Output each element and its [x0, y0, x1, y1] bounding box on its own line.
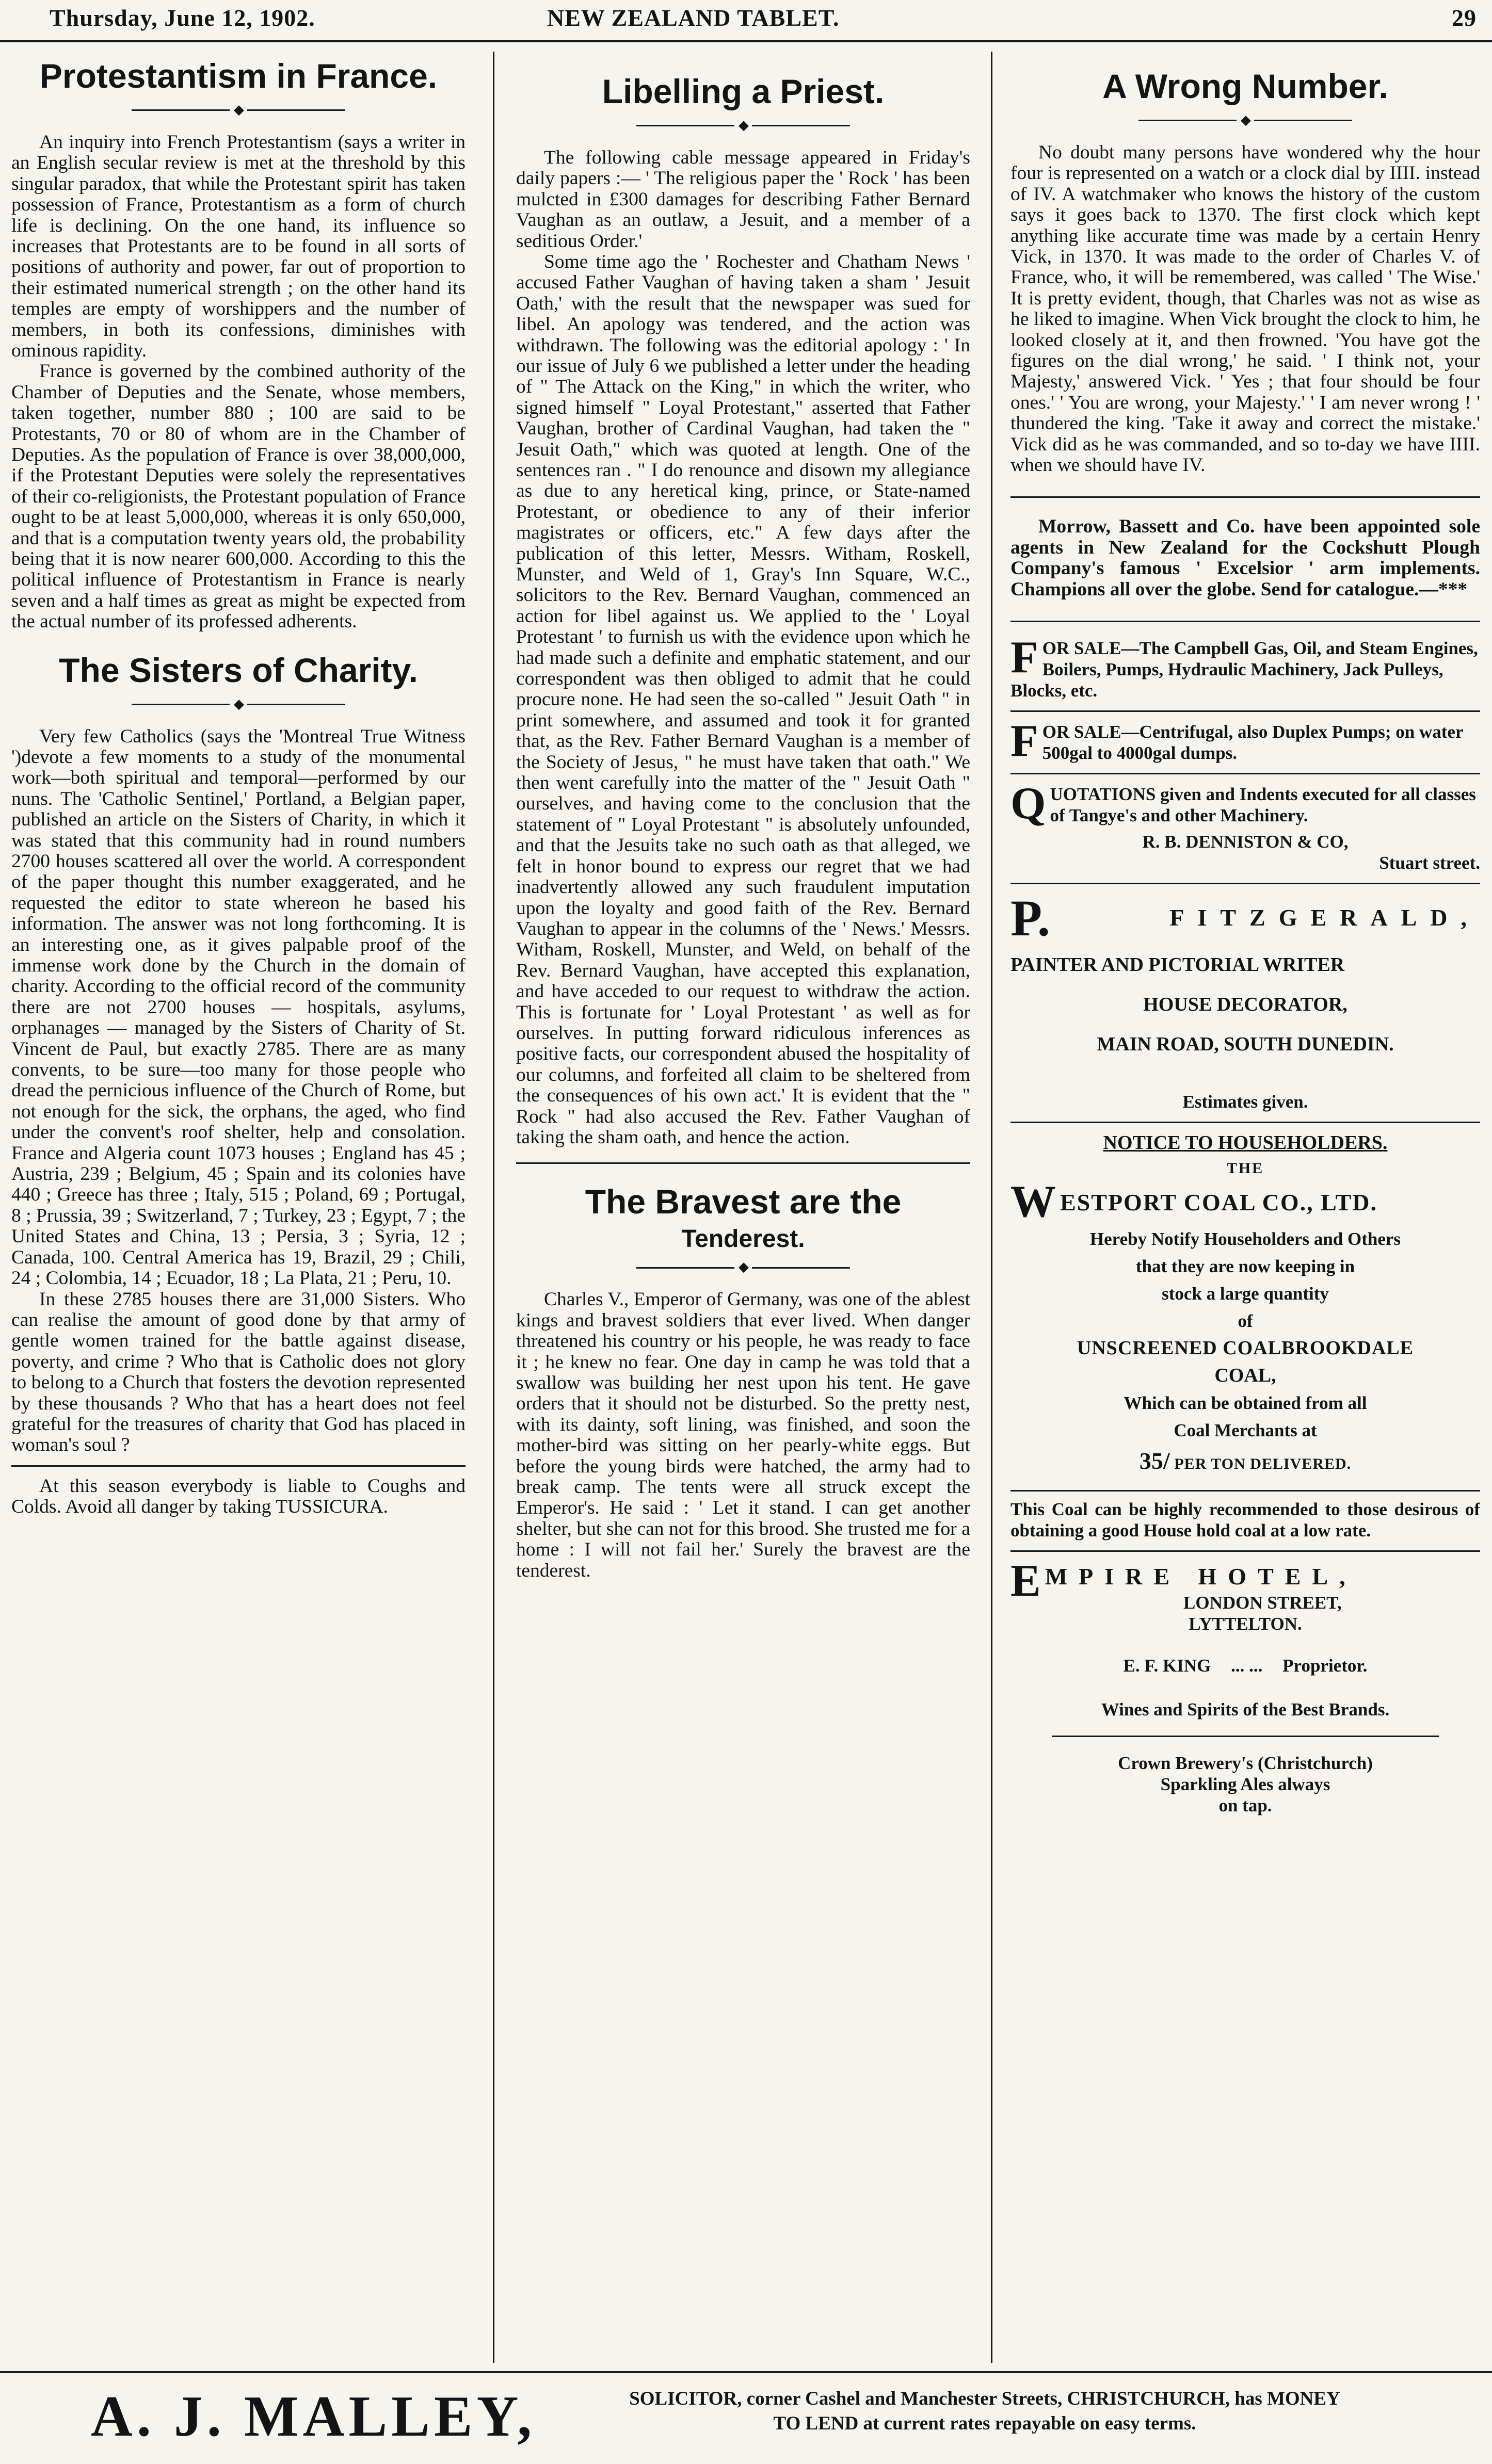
- running-head: [0, 0, 1492, 41]
- westport-line: stock a large quantity: [1162, 1284, 1329, 1304]
- drop-cap: F: [1010, 638, 1038, 683]
- ad-text: UOTATIONS given and Indents executed for all classes of Tangye's and other Machinery.: [1050, 784, 1476, 826]
- ad-address: Stuart street.: [1379, 853, 1480, 873]
- empire-wines: Wines and Spirits of the Best Brands.: [1101, 1699, 1390, 1720]
- ad-quotations: [1010, 784, 1480, 873]
- divider: [11, 1465, 466, 1467]
- ad-morrow-bassett: Morrow, Bassett and Co. have been appointed sole agents in New Zealand for the Cockshutt Plough Company's famous ' Excelsior ' arm implements. Champions all over the globe. Send for catalogue.—***: [1010, 516, 1480, 600]
- westport-line: UNSCREENED COALBROOKDALE: [1077, 1337, 1414, 1359]
- column-rule-1: [493, 52, 494, 2363]
- divider: [516, 1162, 970, 1164]
- empire-proprietor-dots: ... ...: [1231, 1656, 1263, 1676]
- malley-text: [520, 2387, 1449, 2436]
- paragraph: The following cable message appeared in Friday's daily papers :— ' The religious paper the ' Rock ' has been mulcted in £300 damages for describing Father Bernard Vaughan as an outlaw, a Jesuit, and a member of a seditious Order.': [516, 147, 970, 252]
- article-title: A Wrong Number.: [1102, 67, 1388, 105]
- drop-cap: Q: [1010, 784, 1046, 829]
- paragraph: An inquiry into French Protestantism (says a writer in an English secular review is met at the threshold by this singular paradox, that while the Protestant spirit has taken possession of France, Protestantism as a form of church life is declining. On the one hand, its influence so increases that Protestants are to be found in all sorts of positions of authority and power, far out of proportion to their estimated numerical strength ; on the other hand its temples are empty of worshippers and the number of members, in both its confessions, diminishes with ominous rapidity.: [11, 131, 466, 361]
- ad-text: OR SALE—Centrifugal, also Duplex Pumps; on water 500gal to 4000gal dumps.: [1042, 722, 1463, 764]
- divider: [1010, 883, 1480, 884]
- fitzgerald-estimates: Estimates given.: [1182, 1092, 1308, 1112]
- divider: [1010, 621, 1480, 622]
- divider: [1010, 773, 1480, 774]
- title-ornament: ◆: [11, 696, 466, 712]
- divider: [1010, 496, 1480, 498]
- malley-text-line-1: SOLICITOR, corner Cashel and Manchester Streets, CHRISTCHURCH, has MONEY: [629, 2388, 1340, 2409]
- paragraph: Very few Catholics (says the 'Montreal True Witness ')devote a few moments to a study of the monumental work—both spiritual and temporal—performed by our nuns. The 'Catholic Sentinel,' Portland, a Belgian paper, published an article on the Sisters of Charity, in which it was stated that this community had in round numbers 2700 houses scattered all over the world. A correspondent of the paper thought this number exaggerated, and he requested the editor to state whereon he based his information. The answer was not long forthcoming. It is an interesting one, as it gives palpable proof of the immense work done by the Church in the domain of charity. According to the official record of the community there are not 2700 houses — hospitals, asylums, orphanages — managed by the Sisters of Charity of St. Vincent de Paul, but exactly 2785. There are as many convents, to be sure—too many for those people who dread the pernicious influence of the Church of Rome, but not enough for the sick, the orphans, the aged, who find under the convent's roof shelter, help and consolation. France and Algeria count 1073 houses ; England has 45 ; Austria, 239 ; Belgium, 45 ; Spain and its colonies have 440 ; Greece has three ; Italy, 515 ; Poland, 69 ; Portugal, 8 ; Prussia, 39 ; Switzerland, 7 ; Turkey, 23 ; Egypt, 7 ; the United States and China, 13 ; Persia, 3 ; Syria, 12 ; Canada, 100. Central America has 19, Brazil, 29 ; Chili, 24 ; Colombia, 14 ; Ecuador, 18 ; La Plata, 21 ; Peru, 10.: [11, 725, 466, 1289]
- fitzgerald-name: FITZGERALD,: [1169, 904, 1480, 931]
- empire-ales: Sparkling Ales always: [1160, 1774, 1330, 1795]
- article-bravest-are-tenderest: [516, 1182, 970, 1581]
- paragraph: Some time ago the ' Rochester and Chatham News ' accused Father Vaughan of having taken a sham ' Jesuit Oath,' with the result that the newspaper was sued for libel. An apology was tendered, and the action was withdrawn. The following was the editorial apology : ' In our issue of July 6 we published a letter under the heading of " The Attack on the King," in which the writer, who signed himself " Loyal Protestant," asserted that Father Vaughan, brother of Cardinal Vaughan, had taken the " Jesuit Oath," which was quoted at length. One of the sentences ran . " I do renounce and disown my allegiance as due to any heretical king, prince, or State-named Protestant, or obedience to any of their inferior magistrates or officers, etc." A few days after the publication of this letter, Messrs. Witham, Roskell, Munster, and Weld of 1, Gray's Inn Square, W.C., solicitors to the Rev. Bernard Vaughan, commenced an action for libel against us. We applied to the ' Loyal Protestant ' to furnish us with the evidence upon which he had made such a definite and emphatic statement, and our correspondent was then obliged to admit that he could procure none. He had seen the so-called " Jesuit Oath " in print somewhere, and assumed and took it for granted that, as the Rev. Father Bernard Vaughan is a member of the Society of Jesus, " he must have taken that oath." We then went carefully into the matter of the " Jesuit Oath " ourselves, and having come to the conclusion that the statement of " Loyal Protestant " is absolutely unfounded, and that the Jesuits take no such oath as that alleged, we felt in honor bound to express our regret that we had inadvertently allowed any such fraudulent imputation upon the loyalty and good faith of the Rev. Bernard Vaughan to appear in the columns of the ' News.' Messrs. Witham, Roskell, Munster, and Weld, on behalf of the Rev. Bernard Vaughan, have accepted this explanation, and have acceded to our request to withdraw the action. This is fortunate for ' Loyal Protestant ' as well as for ourselves. In putting forward ridiculous inferences as positive facts, our correspondent abused the hospitality of our columns, and forfeited all claim to be sheltered from the consequences of his own act.' It is evident that the " Rock " had also accused the Rev. Father Vaughan of taking the sham oath, and hence the action.: [516, 251, 970, 1148]
- empire-proprietor-label: Proprietor.: [1282, 1656, 1368, 1676]
- fitzgerald-initial: P.: [1010, 894, 1050, 944]
- paragraph: No doubt many persons have wondered why the hour four is represented on a watch or a clock dial by IIII. instead of IV. A watchmaker who knows the history of the custom says it goes back to 1370. The first clock which kept anything like accurate time was made by a certain Henry Vick, in 1370. It was made to the order of Charles V. of France, who, it will be remembered, was called ' The Wise.' It is pretty evident, though, that Charles was not as wise as he liked to imagine. When Vick brought the clock to him, he looked closely at it, and then frowned. 'You have got the figures on the dial wrong,' he said. ' I think not, your Majesty,' answered Vick. ' Yes ; that four should be four ones.' ' You are wrong, your Majesty.' ' I am never wrong ! ' thundered the king. 'Take it away and correct the mistake.' Vick did as he was commanded, and so to-day we have IIII. when we should have IV.: [1010, 141, 1480, 476]
- article-title: Protestantism in France.: [39, 57, 438, 95]
- empire-street: LONDON STREET,: [1183, 1593, 1342, 1613]
- westport-line: Hereby Notify Householders and Others: [1089, 1229, 1401, 1250]
- article-title: The Bravest are the: [585, 1182, 902, 1221]
- header-rule: [0, 40, 1492, 42]
- article-libelling-a-priest: [516, 72, 970, 1148]
- drop-cap: E: [1010, 1561, 1041, 1607]
- column-3: [1010, 57, 1480, 2347]
- column-2: [516, 57, 970, 2347]
- article-wrong-number: [1010, 67, 1480, 476]
- footer-rule: [0, 2371, 1492, 2373]
- westport-notice: NOTICE TO HOUSEHOLDERS.: [1103, 1132, 1388, 1154]
- drop-cap: F: [1010, 721, 1038, 764]
- empire-brewery: Crown Brewery's (Christchurch): [1118, 1753, 1373, 1774]
- fitzgerald-decorator: HOUSE DECORATOR,: [1143, 994, 1347, 1016]
- paragraph: In these 2785 houses there are 31,000 Sisters. Who can realise the amount of good done by that army of gentle women trained for the battle against disease, poverty, and crime ? Who that is Catholic does not glory to belong to a Church that fosters the devotion represented by these thousands ? Who that has a heart does not feel grateful for the treasures of charity that God has placed in woman's soul ?: [11, 1288, 466, 1456]
- westport-recommend: This Coal can be highly recommended to those desirous of obtaining a good House hold coal at a low rate.: [1010, 1499, 1480, 1541]
- malley-name: A. J. MALLEY,: [91, 2385, 536, 2449]
- westport-the: THE: [1226, 1160, 1264, 1177]
- westport-line: of: [1238, 1311, 1253, 1332]
- empire-tap: on tap.: [1218, 1795, 1272, 1816]
- title-ornament: ◆: [1010, 112, 1480, 128]
- divider: [1052, 1736, 1439, 1737]
- ad-fitzgerald: [1010, 894, 1480, 1112]
- ad-empire-hotel: [1010, 1561, 1480, 1816]
- malley-advertisement: [0, 2384, 1492, 2461]
- paragraph: France is governed by the combined authority of the Chamber of Deputies and the Senate, whose members, taken together, number 880 ; 100 are said to be Protestants, 70 or 80 of whom are in the Chamber of Deputies. As the population of France is over 38,000,000, if the Protestant Deputies were solely the representatives of their co-religionists, the Protestant population of France ought to be at least 5,000,000, whereas it is only 650,000, and that is a computation twenty years old, the probability being that it is now nearer 600,000. According to this the political influence of Protestantism in France is nearly seven and a half times as great as might be expected from the actual number of its professed adherents.: [11, 361, 466, 633]
- paragraph: Charles V., Emperor of Germany, was one of the ablest kings and bravest soldiers that ever lived. When danger threatened his country or his people, he was ready to face it ; he knew no fear. One day in camp he was told that a swallow was building her nest upon his tent. He gave orders that it should not be disturbed. So the pretty nest, with its dainty, soft lining, was finished, and soon the mother-bird was sitting on her pearly-white eggs. But before the young birds were hatched, the army had to break camp. The tents were all struck except the Emperor's. He said : ' Let it stand. I can get another shelter, but she can not for this brood. She trusted me for a home : I will not fail her.' Surely the bravest are the tenderest.: [516, 1289, 970, 1581]
- title-ornament: ◆: [11, 102, 466, 118]
- westport-price: 35/: [1139, 1448, 1170, 1474]
- title-ornament: ◆: [516, 118, 970, 133]
- column-1: [11, 57, 466, 2347]
- title-ornament: ◆: [516, 1259, 970, 1275]
- ad-westport-coal: [1010, 1132, 1480, 1541]
- divider: [1010, 1550, 1480, 1552]
- westport-line: that they are now keeping in: [1135, 1256, 1355, 1277]
- malley-text-line-2: TO LEND at current rates repayable on easy terms.: [773, 2413, 1196, 2434]
- column-rule-2: [991, 52, 992, 2363]
- fitzgerald-trade: PAINTER AND PICTORIAL WRITER: [1010, 954, 1345, 976]
- drop-cap: W: [1010, 1182, 1056, 1224]
- article-title: Libelling a Priest.: [602, 72, 885, 110]
- divider: [1010, 710, 1480, 712]
- article-subtitle: Tenderest.: [681, 1225, 805, 1253]
- article-protestantism: [11, 57, 466, 633]
- ad-for-sale-pumps: [1010, 721, 1480, 764]
- publication-title: NEW ZEALAND TABLET.: [547, 5, 840, 31]
- divider: [1010, 1122, 1480, 1123]
- westport-line: COAL,: [1214, 1365, 1276, 1387]
- westport-line: Which can be obtained from all: [1124, 1393, 1367, 1414]
- divider: [1010, 1490, 1480, 1492]
- empire-proprietor-name: E. F. KING: [1123, 1656, 1211, 1676]
- empire-name: MPIRE HOTEL,: [1045, 1563, 1357, 1590]
- issue-date: Thursday, June 12, 1902.: [50, 5, 315, 31]
- ad-for-sale-engines: [1010, 638, 1480, 701]
- ad-firm: R. B. DENNISTON & CO,: [1142, 832, 1349, 852]
- article-title: The Sisters of Charity.: [59, 651, 418, 689]
- tussicura-notice: At this season everybody is liable to Coughs and Colds. Avoid all danger by taking TUSSICURA.: [11, 1475, 466, 1518]
- fitzgerald-address: MAIN ROAD, SOUTH DUNEDIN.: [1097, 1033, 1394, 1056]
- westport-line: Coal Merchants at: [1174, 1420, 1317, 1441]
- ad-text: OR SALE—The Campbell Gas, Oil, and Steam Engines, Boilers, Pumps, Hydraulic Machinery, Jack Pulleys, Blocks, etc.: [1010, 638, 1478, 701]
- page-number: 29: [1452, 5, 1477, 31]
- article-sisters-of-charity: [11, 651, 466, 1518]
- westport-price-note: PER TON DELIVERED.: [1174, 1455, 1352, 1473]
- empire-town: LYTTELTON.: [1189, 1614, 1302, 1634]
- westport-company: ESTPORT COAL CO., LTD.: [1060, 1189, 1378, 1216]
